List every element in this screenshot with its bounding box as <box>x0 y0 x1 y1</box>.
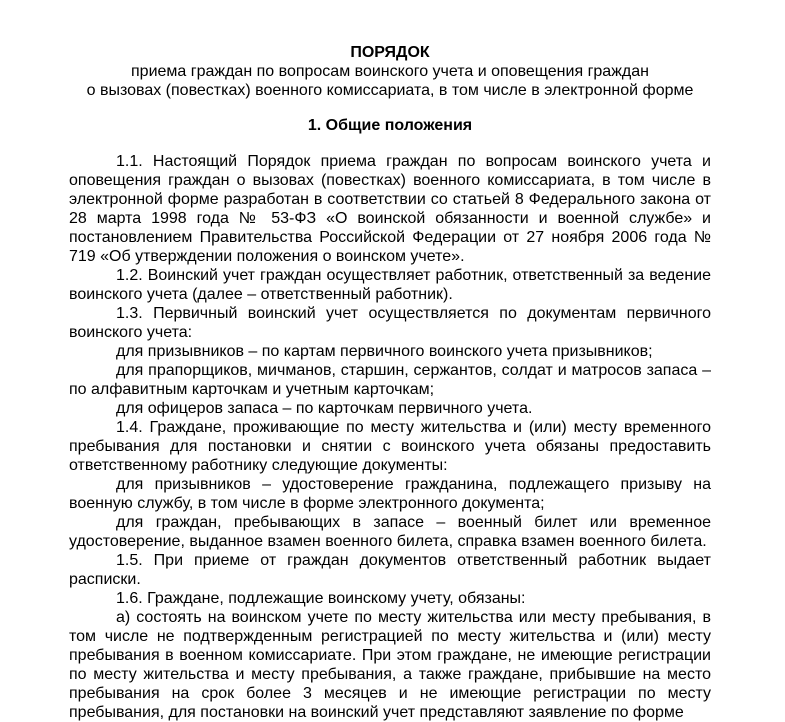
paragraph-1-5: 1.5. При приеме от граждан документов ответственный работник выдает расписки. <box>69 552 711 588</box>
paragraph-1-6-a: а) состоять на воинском учете по месту жительства или месту пребывания, в том числе не подтвержденным регистрацией по месту жительства и (или) месту пребывания в военном комиссариате. При этом граждане, не имеющие регистрации по месту жительства и месту пребывания, а также граждане, прибывшие на место пребывания на срок более 3 месяцев и не имеющие регистрации по месту пребывания, для постановки на воинский учет представляют заявление по форме <box>69 609 711 721</box>
paragraph-conscripts-cards: для призывников – по картам первичного воинского учета призывников; <box>116 343 653 360</box>
paragraph-reserve-ranks-cards: для прапорщиков, мичманов, старшин, сержантов, солдат и матросов запаса – по алфавитным карточкам и учетным карточкам; <box>69 362 711 398</box>
document-page <box>69 43 711 722</box>
paragraph-reserve-documents: для граждан, пребывающих в запасе – военный билет или временное удостоверение, выданное взамен военного билета, справка взамен военного билета. <box>69 514 711 550</box>
paragraph-1-4: 1.4. Граждане, проживающие по месту жительства и (или) месту временного пребывания для постановки и снятии с воинского учета обязаны предоставить ответственному работнику следующие документы: <box>69 419 711 474</box>
document-subtitle-line-2: о вызовах (повестках) военного комиссариата, в том числе в электронной форме <box>86 82 694 99</box>
document-subtitle-line-1: приема граждан по вопросам воинского учета и оповещения граждан <box>131 63 649 80</box>
paragraph-reserve-officers-cards: для офицеров запаса – по карточкам первичного учета. <box>116 400 533 417</box>
paragraph-1-6: 1.6. Граждане, подлежащие воинскому учету, обязаны: <box>116 590 526 607</box>
paragraph-1-2: 1.2. Воинский учет граждан осуществляет работник, ответственный за ведение воинского учета (далее – ответственный работник). <box>69 267 711 303</box>
section-heading: 1. Общие положения <box>307 117 473 134</box>
document-title: ПОРЯДОК <box>350 44 430 61</box>
paragraph-conscripts-documents: для призывников – удостоверение гражданина, подлежащего призыву на военную службу, в том числе в форме электронного документа; <box>69 476 711 512</box>
paragraph-1-1: 1.1. Настоящий Порядок приема граждан по вопросам воинского учета и оповещения граждан о вызовах (повестках) военного комиссариата, в том числе в электронной форме разработан в соответствии со статьей 8 Федерального закона от 28 марта 1998 года № 53-ФЗ «О воинской обязанности и военной службе» и постановлением Правительства Российской Федерации от 27 ноября 2006 года № 719 «Об утверждении положения о воинском учете». <box>69 153 711 265</box>
paragraph-1-3: 1.3. Первичный воинский учет осуществляется по документам первичного воинского учета: <box>69 305 711 341</box>
